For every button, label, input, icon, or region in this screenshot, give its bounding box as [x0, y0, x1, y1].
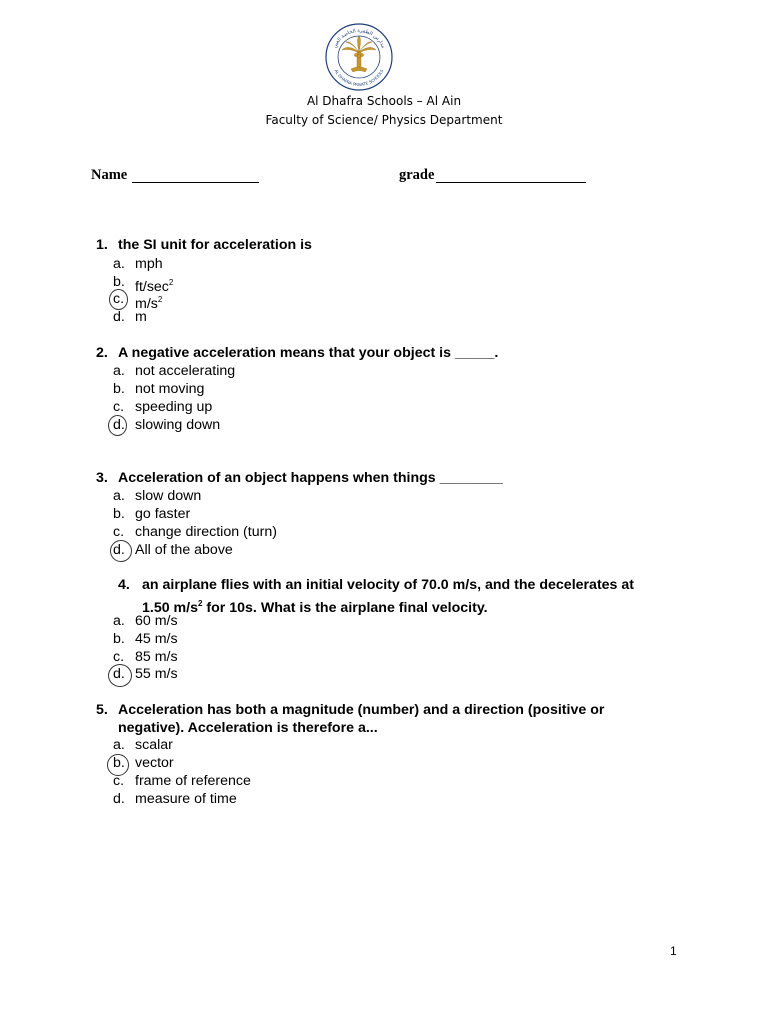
question-2: 2. A negative acceleration means that your object is _____.	[96, 345, 499, 361]
question-4: 4. an airplane flies with an initial velocity of 70.0 m/s, and the decelerates at 1.50 $m/s^2$ for 10s. What is the airplane final velocity.	[118, 577, 635, 616]
page-number: 1	[670, 944, 677, 958]
answer-circle-5b	[107, 754, 129, 776]
grade-label: grade	[399, 167, 435, 183]
question-number: 1.	[96, 237, 108, 253]
worksheet-page: مدارس الظفرة الخاصة العين AL DHAFRA PRIVATE SCHOOLS Al Dhafra Schools – Al Ain Faculty of Science/ Physics Department Name grade 1. the SI unit for acceleration is a. mph b. $ft/\sec^2$ c. $m/s^2$ d. m 2. A negative acceleration means that your object is _____. a. not accelerating b. not moving c. speeding up d. slowing down 3. Acceleration of an object happens when things ________ a. slow down b. go faster c. change direction (turn) d. All of the above 4. an airplane flies with an initial velocity of 70.0 m/s, and the decelerates at 1.50 $m/s^2$ for 10s. What is the airplane final velocity. a. 60 m/s b. 45 m/s c. 85 m/s d. 55 m/s 5. Acceleration has both a magnitude (number) and a direction (positive or negative). Acceleration is therefore a... a. scalar b. vector c. frame of reference d. measure of time 1	[0, 0, 768, 1024]
question-text: the SI unit for acceleration is	[118, 237, 312, 253]
logo-arabic-text: مدارس الظفرة الخاصة العين	[331, 27, 387, 50]
name-line[interactable]	[132, 182, 259, 183]
school-logo	[324, 22, 394, 92]
answer-circle-2d	[108, 415, 127, 436]
question-5: 5. Acceleration has both a magnitude (number) and a direction (positive or negative). Acceleration is therefore a...	[96, 702, 605, 736]
answer-circle-1c	[109, 289, 128, 310]
answer-circle-4d	[108, 664, 132, 687]
answer-circle-3d	[110, 540, 132, 562]
question-1	[96, 237, 696, 255]
name-label: Name	[91, 167, 128, 183]
logo-english-text: AL DHAFRA PRIVATE SCHOOLS	[333, 68, 385, 88]
department-name: Faculty of Science/ Physics Department	[265, 113, 503, 127]
school-name: Al Dhafra Schools – Al Ain	[306, 94, 462, 108]
question-3: 3. Acceleration of an object happens when things ________	[96, 470, 503, 486]
grade-line[interactable]	[436, 182, 586, 183]
